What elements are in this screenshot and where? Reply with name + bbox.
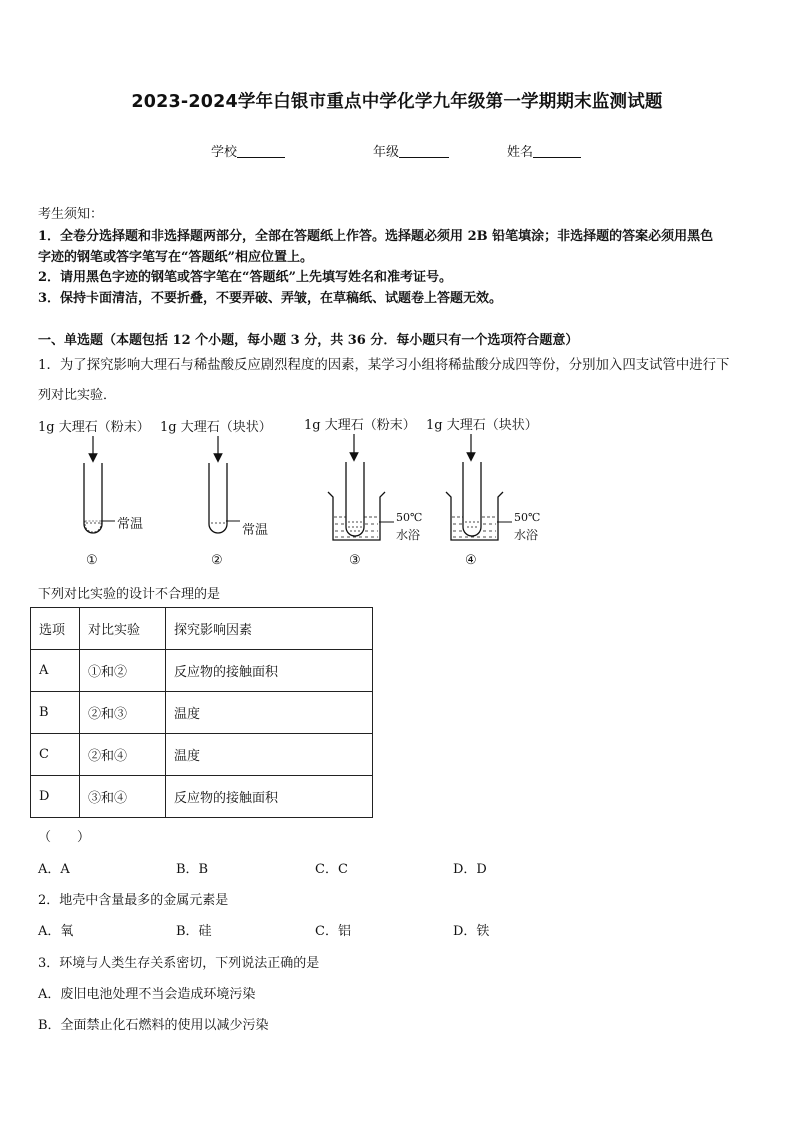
tube-1-label: 1g 大理石（粉末） bbox=[38, 420, 150, 435]
table-cell: 反应物的接触面积 bbox=[166, 776, 373, 818]
q1-choice-d[interactable]: D．D bbox=[453, 862, 487, 877]
tube-3-beaker bbox=[328, 434, 394, 540]
table-header: 对比实验 bbox=[80, 608, 166, 650]
table-row bbox=[31, 734, 373, 776]
tube-3-label: 1g 大理石（粉末） bbox=[304, 418, 416, 433]
q2-choice-d[interactable]: D．铁 bbox=[453, 924, 490, 939]
q1-stem-line2: 列对比实验． bbox=[38, 388, 117, 403]
tube-2-label: 1g 大理石（块状） bbox=[160, 420, 272, 435]
tube-4-label: 1g 大理石（块状） bbox=[426, 418, 538, 433]
table-cell: B bbox=[31, 692, 80, 734]
tube-3-number: ③ bbox=[349, 553, 361, 568]
options-table bbox=[30, 607, 373, 818]
q1-choice-c[interactable]: C．C bbox=[315, 862, 348, 877]
q2-choice-b[interactable]: B．硅 bbox=[176, 924, 212, 939]
tube-4-bath: 水浴 bbox=[514, 528, 539, 542]
q1-choice-b[interactable]: B．B bbox=[176, 862, 209, 877]
notice-item-1-cont: 字迹的钢笔或答字笔写在“答题纸”相应位置上。 bbox=[38, 250, 313, 265]
tube-3-temp: 50℃ bbox=[396, 511, 423, 524]
q1-stem-line1: 1．为了探究影响大理石与稀盐酸反应剧烈程度的因素，某学习小组将稀盐酸分成四等份，分别加入四支试管中进行下 bbox=[38, 358, 730, 373]
tube-1-number: ① bbox=[86, 553, 98, 568]
q2-choice-c[interactable]: C．铝 bbox=[315, 924, 351, 939]
notice-heading: 考生须知： bbox=[38, 207, 104, 222]
tube-4-temp: 50℃ bbox=[514, 511, 541, 524]
q3-choice-a[interactable]: A．废旧电池处理不当会造成环境污染 bbox=[38, 987, 256, 1002]
table-cell: ①和② bbox=[80, 650, 166, 692]
table-cell: ③和④ bbox=[80, 776, 166, 818]
table-row bbox=[31, 650, 373, 692]
q3-choice-b[interactable]: B．全面禁止化石燃料的使用以减少污染 bbox=[38, 1018, 269, 1033]
q3-stem: 3．环境与人类生存关系密切，下列说法正确的是 bbox=[38, 956, 320, 971]
table-cell: D bbox=[31, 776, 80, 818]
tube-2-condition: 常温 bbox=[242, 523, 269, 538]
table-cell: ②和③ bbox=[80, 692, 166, 734]
name-label: 姓名 bbox=[507, 145, 534, 160]
table-header-row bbox=[31, 608, 373, 650]
tube-1-condition: 常温 bbox=[117, 517, 144, 532]
school-label: 学校 bbox=[211, 145, 238, 160]
q1-answer-blank[interactable]: （ ） bbox=[38, 830, 91, 845]
table-row bbox=[31, 776, 373, 818]
tube-3-bath: 水浴 bbox=[396, 528, 421, 542]
grade-label: 年级 bbox=[373, 145, 400, 160]
q2-choice-a[interactable]: A．氧 bbox=[38, 924, 74, 939]
page-title: 2023-2024学年白银市重点中学化学九年级第一学期期末监测试题 bbox=[131, 92, 663, 112]
table-cell: ②和④ bbox=[80, 734, 166, 776]
table-cell: 温度 bbox=[166, 734, 373, 776]
table-cell: 温度 bbox=[166, 692, 373, 734]
table-header: 探究影响因素 bbox=[166, 608, 373, 650]
table-cell: 反应物的接触面积 bbox=[166, 650, 373, 692]
q1-choice-a[interactable]: A．A bbox=[38, 862, 70, 877]
tube-1 bbox=[84, 436, 115, 533]
q2-stem: 2．地壳中含量最多的金属元素是 bbox=[38, 893, 229, 908]
tube-2 bbox=[209, 436, 240, 533]
section-heading: 一、单选题（本题包括 12 个小题，每小题 3 分，共 36 分．每小题只有一个选项符合题意） bbox=[38, 333, 579, 348]
table-cell: C bbox=[31, 734, 80, 776]
notice-item-3: 3．保持卡面清洁，不要折叠，不要弄破、弄皱，在草稿纸、试题卷上答题无效。 bbox=[38, 291, 503, 306]
table-row bbox=[31, 692, 373, 734]
tube-4-number: ④ bbox=[465, 553, 477, 568]
notice-item-2: 2．请用黑色字迹的钢笔或答字笔在“答题纸”上先填写姓名和准考证号。 bbox=[38, 270, 453, 285]
tube-4-beaker bbox=[446, 434, 512, 540]
table-cell: A bbox=[31, 650, 80, 692]
notice-item-1: 1．全卷分选择题和非选择题两部分，全部在答题纸上作答。选择题必须用 2B 铅笔填涂；非选择题的答案必须用黑色 bbox=[38, 229, 714, 244]
table-header: 选项 bbox=[31, 608, 80, 650]
q1-table-intro: 下列对比实验的设计不合理的是 bbox=[38, 587, 221, 602]
tube-2-number: ② bbox=[211, 553, 223, 568]
